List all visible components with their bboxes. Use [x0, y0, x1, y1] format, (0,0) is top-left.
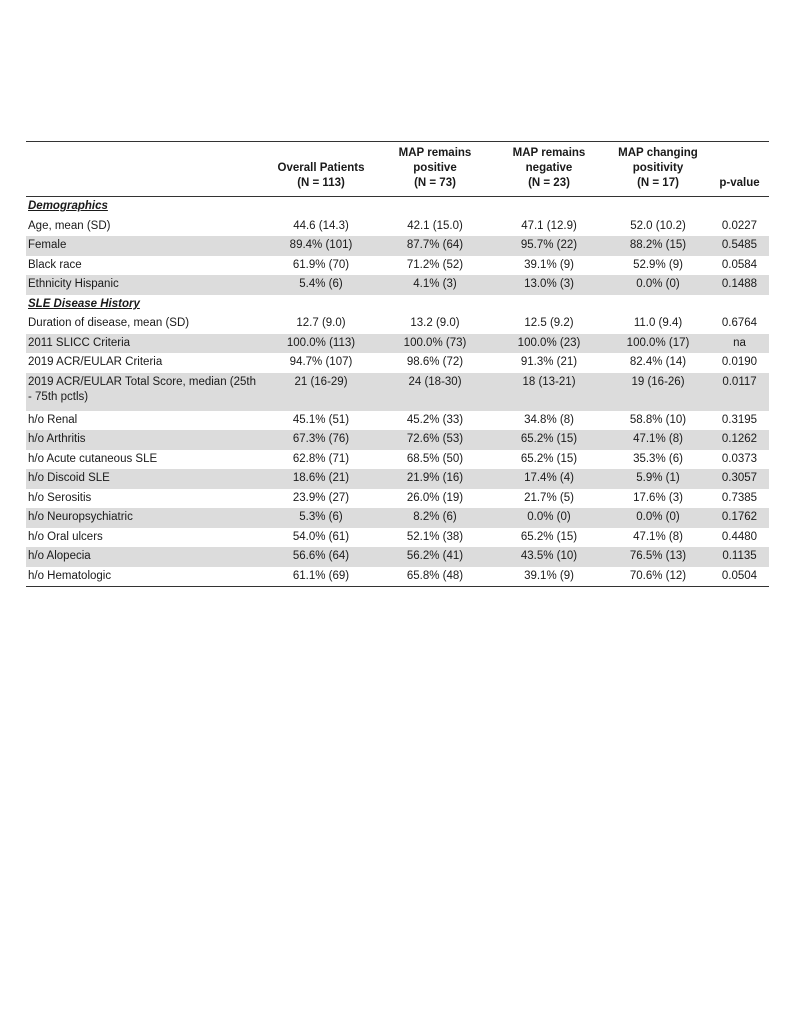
header-line: p-value: [719, 177, 760, 189]
p-value-cell: 0.1135: [710, 547, 769, 567]
value-cell: 34.8% (8): [524, 413, 574, 426]
value-cell: 17.6% (3): [633, 491, 683, 504]
value-cell: 21.7% (5): [524, 491, 574, 504]
table-row: [26, 256, 769, 276]
value-cell: 61.1% (69): [264, 567, 378, 587]
p-value-cell: 0.0117: [710, 373, 769, 411]
header-cell-2: [378, 142, 492, 197]
row-label: h/o Serositis: [28, 491, 92, 504]
table-row: [26, 567, 769, 587]
value-cell: 13.0% (3): [492, 275, 606, 295]
value-cell: 5.9% (1): [606, 469, 710, 489]
row-label: 2019 ACR/EULAR Total Score, median (25th - 75th pctls): [26, 373, 264, 411]
header-line: (N = 73): [414, 177, 456, 189]
table-row: [26, 353, 769, 373]
p-value-cell: 0.5485: [710, 236, 769, 256]
value-cell: 17.4% (4): [492, 469, 606, 489]
header-line: negative: [525, 162, 573, 174]
value-cell: 45.2% (33): [406, 413, 464, 426]
value-cell: 62.8% (71): [292, 452, 350, 465]
value-cell: 52.1% (38): [406, 530, 464, 543]
table-row: [26, 430, 769, 450]
value-cell: 12.7 (9.0): [296, 317, 346, 330]
value-cell: 19 (16-26): [606, 373, 710, 411]
value-cell: 13.2 (9.0): [410, 317, 460, 330]
row-label: h/o Alopecia: [26, 547, 264, 567]
value-cell: 58.8% (10): [629, 413, 687, 426]
header-cell-1: [264, 142, 378, 197]
value-cell: 43.5% (10): [492, 547, 606, 567]
value-cell: 35.3% (6): [633, 452, 683, 465]
table-row: [26, 236, 769, 256]
table-row: [26, 528, 769, 548]
header-line: MAP remains: [512, 147, 586, 159]
row-label: h/o Acute cutaneous SLE: [28, 452, 158, 465]
value-cell: 0.0% (0): [492, 508, 606, 528]
value-cell: 95.7% (22): [492, 236, 606, 256]
value-cell: 47.1% (8): [633, 530, 683, 543]
value-cell: 56.2% (41): [378, 547, 492, 567]
value-cell: 8.2% (6): [378, 508, 492, 528]
patient-characteristics-table-container: [26, 141, 769, 587]
value-cell: 88.2% (15): [606, 236, 710, 256]
header-line: (N = 17): [637, 177, 679, 189]
p-value-cell: 0.6764: [721, 317, 758, 330]
header-line: Overall Patients: [277, 162, 365, 174]
p-value-cell: 0.4480: [721, 530, 758, 543]
table-row: [26, 275, 769, 295]
header-line: (N = 113): [297, 177, 345, 189]
p-value-cell: 0.0373: [721, 452, 758, 465]
row-label: h/o Discoid SLE: [26, 469, 264, 489]
value-cell: 100.0% (113): [264, 334, 378, 354]
row-label: 2019 ACR/EULAR Criteria: [28, 356, 163, 369]
value-cell: 91.3% (21): [520, 356, 578, 369]
header-cell-5: [710, 142, 769, 197]
table-row: [26, 489, 769, 509]
p-value-cell: 0.0584: [721, 258, 758, 271]
header-row: [26, 142, 769, 197]
row-label: h/o Renal: [28, 413, 78, 426]
p-value-cell: 0.1262: [710, 430, 769, 450]
value-cell: 4.1% (3): [378, 275, 492, 295]
section-title: SLE Disease History: [28, 297, 140, 310]
value-cell: 100.0% (17): [606, 334, 710, 354]
table-body: [26, 197, 769, 587]
p-value-cell: 0.1762: [710, 508, 769, 528]
header-cell-4: [606, 142, 710, 197]
value-cell: 21.9% (16): [378, 469, 492, 489]
value-cell: 82.4% (14): [629, 356, 687, 369]
row-label: h/o Oral ulcers: [28, 530, 103, 543]
value-cell: 70.6% (12): [606, 567, 710, 587]
value-cell: 47.1% (8): [606, 430, 710, 450]
header-line: MAP changing: [618, 147, 698, 159]
value-cell: 5.4% (6): [264, 275, 378, 295]
header-line: MAP remains: [398, 147, 472, 159]
value-cell: 100.0% (73): [378, 334, 492, 354]
value-cell: 54.0% (61): [292, 530, 350, 543]
row-label: Ethnicity Hispanic: [26, 275, 264, 295]
section-header-row: [26, 295, 769, 315]
row-label: Black race: [28, 258, 82, 271]
table-row: [26, 373, 769, 411]
value-cell: 45.1% (51): [292, 413, 350, 426]
row-label: h/o Arthritis: [26, 430, 264, 450]
value-cell: 52.9% (9): [633, 258, 683, 271]
value-cell: 72.6% (53): [378, 430, 492, 450]
p-value-cell: 0.7385: [721, 491, 758, 504]
value-cell: 39.1% (9): [524, 258, 574, 271]
value-cell: 87.7% (64): [378, 236, 492, 256]
value-cell: 98.6% (72): [406, 356, 464, 369]
value-cell: 65.8% (48): [378, 567, 492, 587]
header-cell-label: [26, 142, 264, 197]
value-cell: 76.5% (13): [606, 547, 710, 567]
value-cell: 21 (16-29): [264, 373, 378, 411]
value-cell: 68.5% (50): [406, 452, 464, 465]
section-header-row: [26, 197, 769, 217]
p-value-cell: 0.0227: [721, 219, 758, 232]
row-label: Duration of disease, mean (SD): [28, 317, 190, 330]
value-cell: 0.0% (0): [606, 508, 710, 528]
table-row: [26, 469, 769, 489]
value-cell: 65.2% (15): [520, 530, 578, 543]
p-value-cell: 0.3057: [710, 469, 769, 489]
row-label: 2011 SLICC Criteria: [26, 334, 264, 354]
value-cell: 56.6% (64): [264, 547, 378, 567]
table-row: [26, 217, 769, 237]
value-cell: 12.5 (9.2): [524, 317, 574, 330]
table-row: [26, 508, 769, 528]
value-cell: 23.9% (27): [292, 491, 350, 504]
value-cell: 47.1 (12.9): [521, 219, 577, 232]
value-cell: 89.4% (101): [264, 236, 378, 256]
section-title: Demographics: [28, 200, 108, 213]
value-cell: 71.2% (52): [406, 258, 464, 271]
value-cell: 65.2% (15): [520, 452, 578, 465]
value-cell: 44.6 (14.3): [293, 219, 349, 232]
p-value-cell: na: [710, 334, 769, 354]
patient-characteristics-table: [26, 141, 769, 587]
header-cell-3: [492, 142, 606, 197]
value-cell: 42.1 (15.0): [407, 219, 463, 232]
value-cell: 24 (18-30): [378, 373, 492, 411]
p-value-cell: 0.0190: [721, 356, 758, 369]
p-value-cell: 0.3195: [721, 413, 758, 426]
table-header: [26, 142, 769, 197]
table-row: [26, 334, 769, 354]
value-cell: 18.6% (21): [264, 469, 378, 489]
row-label: h/o Hematologic: [26, 567, 264, 587]
value-cell: 52.0 (10.2): [630, 219, 686, 232]
value-cell: 100.0% (23): [492, 334, 606, 354]
table-row: [26, 411, 769, 431]
row-label: h/o Neuropsychiatric: [26, 508, 264, 528]
table-row: [26, 547, 769, 567]
value-cell: 18 (13-21): [492, 373, 606, 411]
table-row: [26, 450, 769, 470]
header-line: positivity: [632, 162, 684, 174]
value-cell: 39.1% (9): [492, 567, 606, 587]
row-label: Female: [26, 236, 264, 256]
value-cell: 11.0 (9.4): [633, 317, 683, 330]
header-line: positive: [413, 162, 457, 174]
value-cell: 61.9% (70): [292, 258, 350, 271]
value-cell: 67.3% (76): [264, 430, 378, 450]
value-cell: 5.3% (6): [264, 508, 378, 528]
header-line: (N = 23): [528, 177, 570, 189]
value-cell: 0.0% (0): [606, 275, 710, 295]
table-row: [26, 314, 769, 334]
p-value-cell: 0.1488: [710, 275, 769, 295]
value-cell: 26.0% (19): [406, 491, 464, 504]
value-cell: 65.2% (15): [492, 430, 606, 450]
value-cell: 94.7% (107): [289, 356, 353, 369]
row-label: Age, mean (SD): [28, 219, 111, 232]
p-value-cell: 0.0504: [710, 567, 769, 587]
